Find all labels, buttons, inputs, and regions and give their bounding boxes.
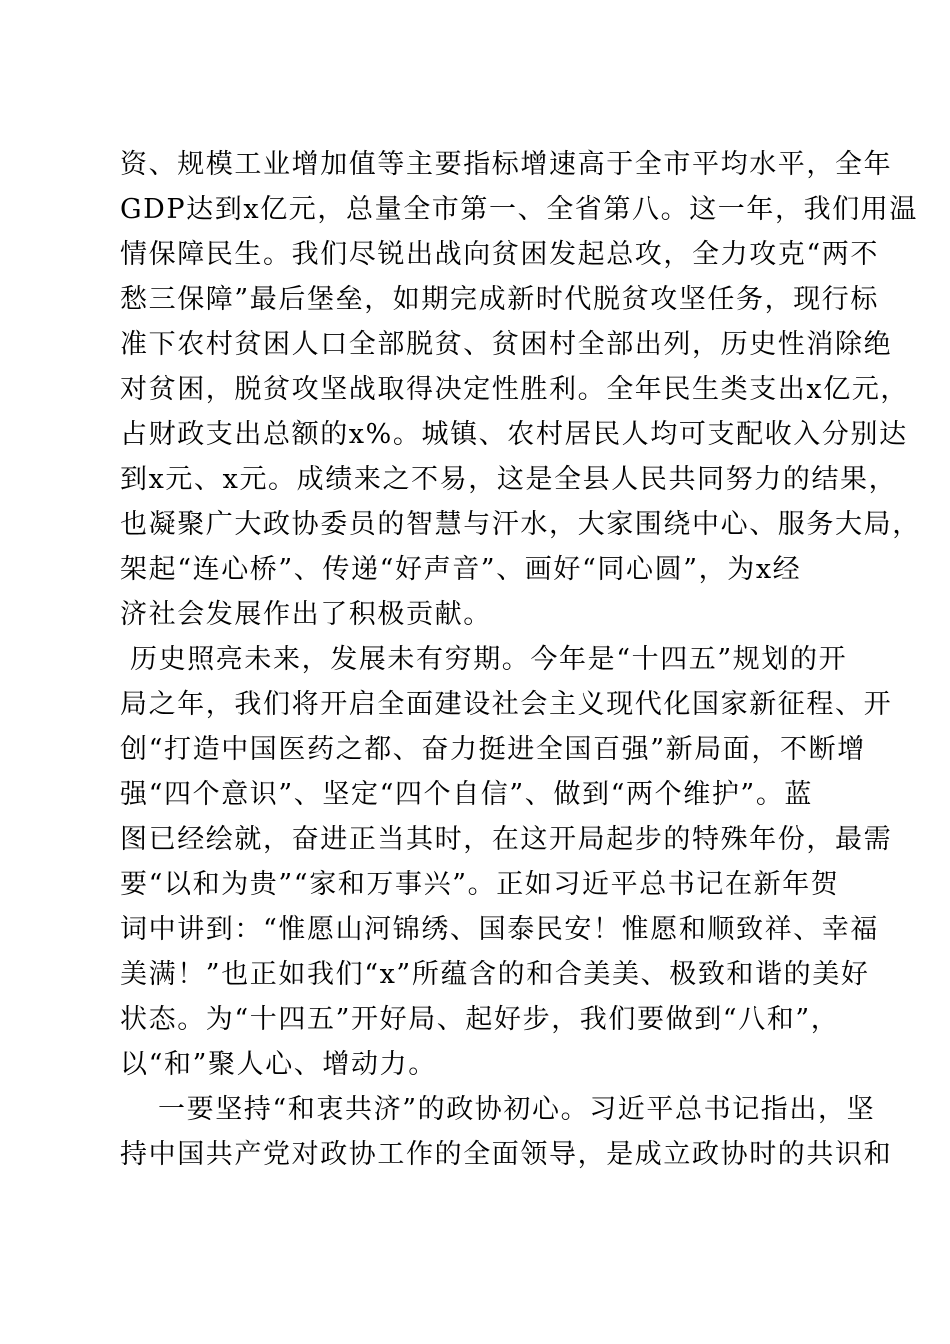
text-line: GDP达到x亿元，总量全市第一、全省第八。这一年，我们用温: [120, 194, 919, 225]
text-line: 图已经绘就，奋进正当其时，在这开局起步的特殊年份，最需: [120, 824, 893, 855]
text-line: 资、规模工业增加值等主要指标增速高于全市平均水平，全年: [120, 149, 893, 180]
text-line: 局之年，我们将开启全面建设社会主义现代化国家新征程、开: [120, 689, 893, 720]
text-line: 词中讲到：“惟愿山河锦绣、国泰民安！惟愿和顺致祥、幸福: [120, 914, 880, 945]
text-line: 准下农村贫困人口全部脱贫、贫困村全部出列，历史性消除绝: [120, 329, 893, 360]
text-line: 以“和”聚人心、增动力。: [120, 1049, 437, 1080]
text-line: 状态。为“十四五”开好局、起好步，我们要做到“八和”，: [120, 1004, 840, 1035]
text-line: 美满！”也正如我们“x”所蕴含的和合美美、极致和谐的美好: [120, 959, 870, 990]
document-body: [120, 142, 921, 1177]
text-line: 强“四个意识”、坚定“四个自信”、做到“两个维护”。蓝: [120, 779, 814, 810]
paragraph-first-line: 一要坚持“和衷共济”的政协初心。习近平总书记指出，坚: [158, 1094, 876, 1125]
paragraph-first-line: 历史照亮未来，发展未有穷期。今年是“十四五”规划的开: [130, 644, 848, 675]
text-line: 创“打造中国医药之都、奋力挺进全国百强”新局面，不断增: [120, 734, 866, 765]
text-line: 到x元、x元。成绩来之不易，这是全县人民共同努力的结果，: [120, 464, 898, 495]
text-line: 架起“连心桥”、传递“好声音”、画好“同心圆”，为x经: [120, 554, 802, 585]
text-line: 占财政支出总额的x%。城镇、农村居民人均可支配收入分别达: [120, 419, 908, 450]
text-line: 持中国共产党对政协工作的全面领导，是成立政协时的共识和: [120, 1139, 893, 1170]
text-line: 要“以和为贵”“家和万事兴”。正如习近平总书记在新年贺: [120, 869, 840, 900]
text-line: 情保障民生。我们尽锐出战向贫困发起总攻，全力攻克“两不: [120, 239, 880, 270]
text-line: 对贫困，脱贫攻坚战取得决定性胜利。全年民生类支出x亿元，: [120, 374, 910, 405]
text-line: 济社会发展作出了积极贡献。: [120, 599, 492, 630]
text-line: 愁三保障”最后堡垒，如期完成新时代脱贫攻坚任务，现行标: [120, 284, 880, 315]
text-line: 也凝聚广大政协委员的智慧与汗水，大家围绕中心、服务大局，: [120, 509, 921, 540]
